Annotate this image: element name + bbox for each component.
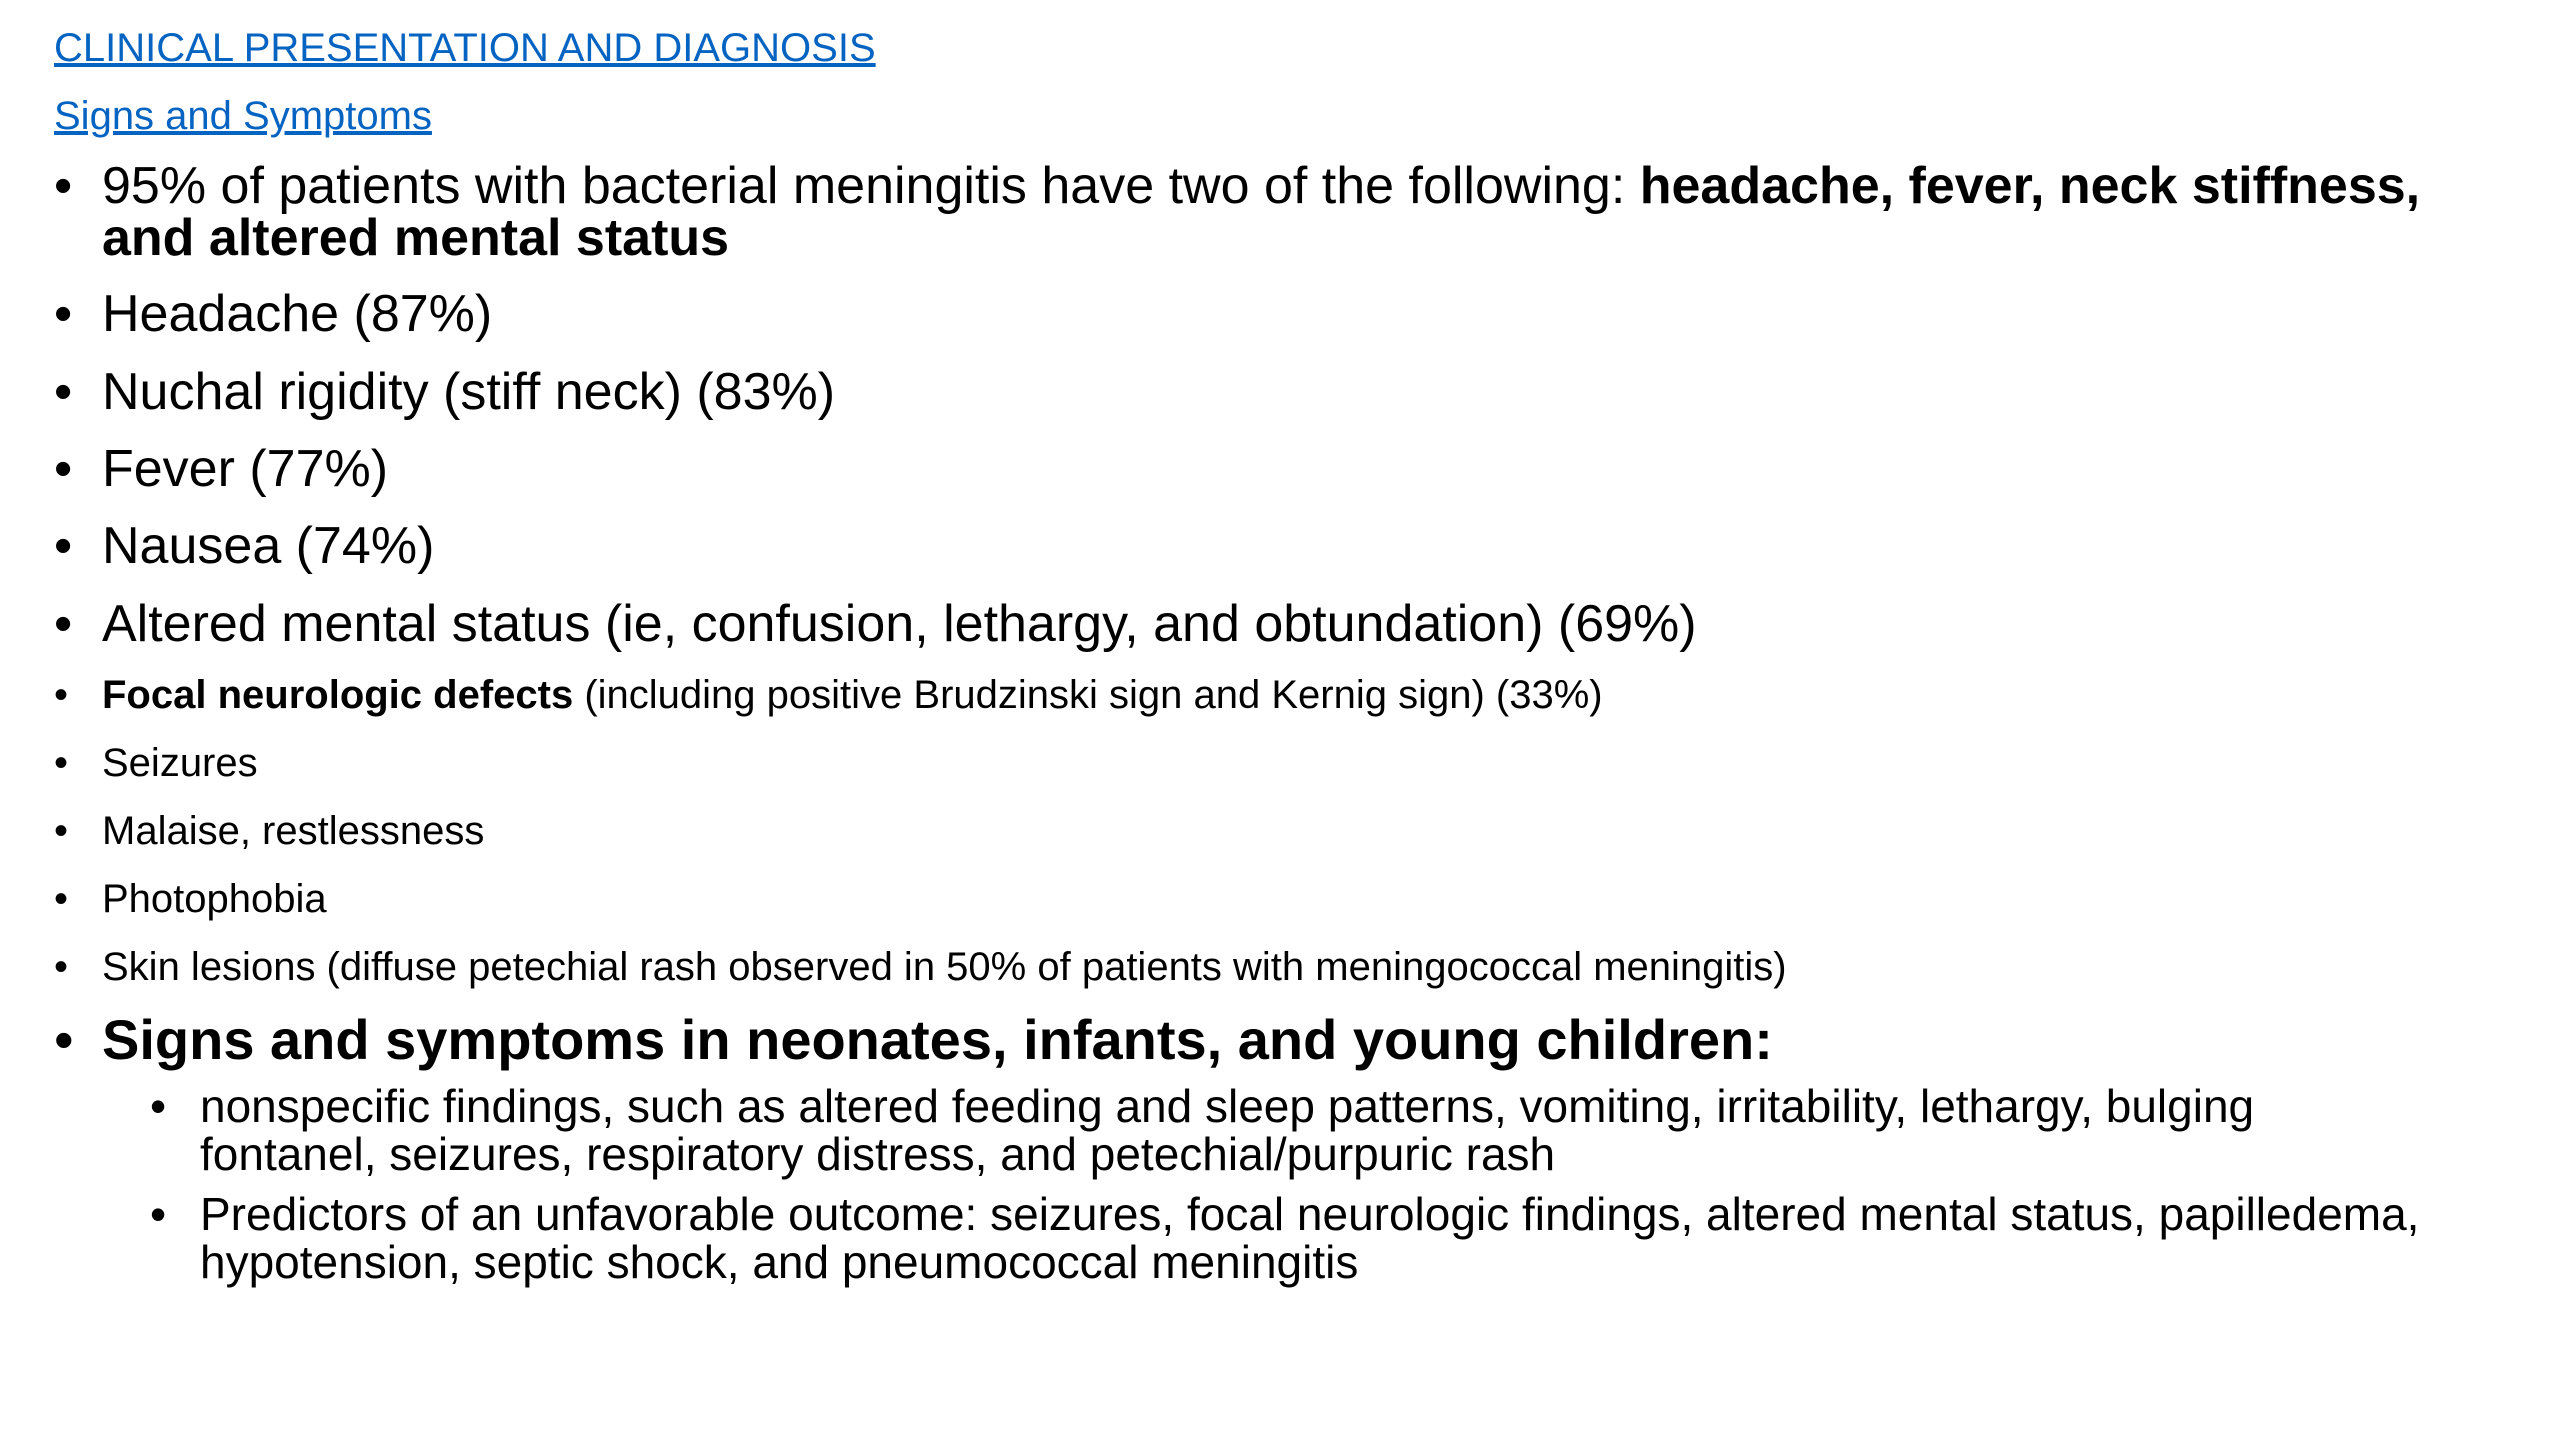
sub-bullet-text: Predictors of an unfavorable outcome: seizures, focal neurologic findings, altered mental status, papilledema, hypotension, septic shock, and pneumococcal meningitis bbox=[200, 1188, 2420, 1288]
list-item bbox=[54, 595, 2434, 653]
bullet-dot-icon: • bbox=[54, 877, 69, 921]
bullet-dot-icon: • bbox=[54, 741, 69, 785]
bullet-plain-text: 95% of patients with bacterial meningitis have two of the following: bbox=[102, 157, 1640, 215]
bullet-text: Headache (87%) bbox=[102, 285, 493, 343]
sub-list-item bbox=[150, 1082, 2430, 1178]
list-item bbox=[54, 944, 2434, 990]
bullet-text: Photophobia bbox=[102, 877, 327, 921]
bullet-dot-icon: • bbox=[54, 945, 69, 989]
bullet-bold-text: headache, fever, neck stiffness, and altered mental status bbox=[102, 157, 2421, 267]
list-item bbox=[54, 808, 2434, 854]
section-subtitle-link[interactable]: Signs and Symptoms bbox=[54, 94, 432, 138]
bullet-text: Altered mental status (ie, confusion, lethargy, and obtundation) (69%) bbox=[102, 595, 1697, 653]
bullet-dot-icon: • bbox=[54, 1008, 74, 1071]
bullet-dot-icon: • bbox=[54, 517, 73, 575]
bullet-dot-icon: • bbox=[54, 809, 69, 853]
list-item bbox=[54, 740, 2434, 786]
bullet-dot-icon: • bbox=[54, 285, 73, 343]
section-title-link[interactable]: CLINICAL PRESENTATION AND DIAGNOSIS bbox=[54, 26, 876, 70]
list-item bbox=[54, 672, 2434, 718]
bullet-bold-text: Focal neurologic defects bbox=[102, 673, 574, 717]
bullet-dot-icon: • bbox=[54, 673, 69, 717]
list-item bbox=[54, 363, 2434, 421]
bullet-text bbox=[102, 157, 2434, 267]
bullet-text: Nausea (74%) bbox=[102, 517, 435, 575]
bullet-dot-icon: • bbox=[54, 595, 73, 653]
bullet-text bbox=[102, 672, 2434, 718]
list-item bbox=[54, 517, 2434, 575]
bullet-text: Fever (77%) bbox=[102, 440, 389, 498]
bullet-text: Malaise, restlessness bbox=[102, 809, 485, 853]
bullet-text: Nuchal rigidity (stiff neck) (83%) bbox=[102, 363, 836, 421]
sub-bullet-text: nonspecific findings, such as altered feeding and sleep patterns, vomiting, irritability, lethargy, bulging fontanel, seizures, respiratory distress, and petechial/purpuric rash bbox=[200, 1080, 2255, 1180]
sub-list-item bbox=[150, 1190, 2430, 1286]
bullet-text: Seizures bbox=[102, 741, 258, 785]
bullet-heading-text: Signs and symptoms in neonates, infants, and young children: bbox=[102, 1008, 1773, 1071]
bullet-dot-icon: • bbox=[54, 363, 73, 421]
list-item bbox=[54, 1008, 2434, 1072]
bullet-dot-icon: • bbox=[150, 1080, 167, 1132]
list-item bbox=[54, 157, 2434, 267]
bullet-dot-icon: • bbox=[54, 157, 73, 215]
list-item bbox=[54, 876, 2434, 922]
bullet-dot-icon: • bbox=[54, 440, 73, 498]
list-item bbox=[54, 440, 2434, 498]
bullet-text: Skin lesions (diffuse petechial rash observed in 50% of patients with meningococcal meningitis) bbox=[102, 945, 1787, 989]
list-item bbox=[54, 285, 2434, 343]
bullet-dot-icon: • bbox=[150, 1188, 167, 1240]
bullet-plain-text: (including positive Brudzinski sign and Kernig sign) (33%) bbox=[573, 673, 1603, 717]
